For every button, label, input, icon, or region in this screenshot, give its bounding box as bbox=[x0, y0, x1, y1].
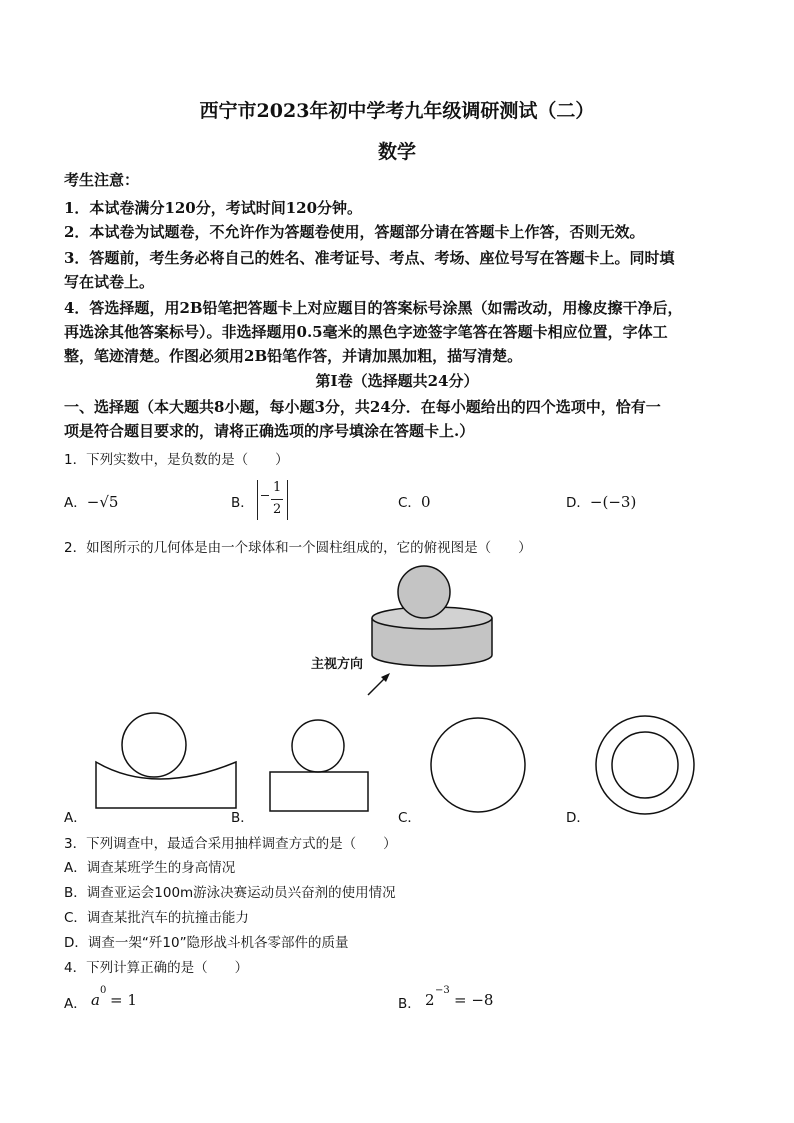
q4-option-b-base: 2 bbox=[425, 991, 435, 1009]
q2-option-c-figure bbox=[425, 710, 535, 820]
solid-figure bbox=[300, 560, 500, 705]
q1-fraction-bar bbox=[271, 499, 283, 500]
q3-option-c: C．调查某批汽车的抗撞击能力 bbox=[64, 910, 249, 926]
notice-item-4-line-3: 整，笔迹清楚。作图必须用2B铅笔作答，并请加黑加粗，描写清楚。 bbox=[64, 347, 523, 365]
section-1-instructions-line-1: 一、选择题（本大题共8小题，每小题3分，共24分．在每小题给出的四个选项中，恰有一 bbox=[64, 398, 661, 416]
question-4-stem: 4．下列计算正确的是（ ） bbox=[64, 960, 249, 976]
q2-option-d-label: D． bbox=[566, 810, 590, 826]
question-1-stem: 1．下列实数中，是负数的是（ ） bbox=[64, 452, 289, 468]
notice-item-1: 1．本试卷满分120分，考试时间120分钟。 bbox=[64, 199, 363, 217]
q1-option-b-label: B． bbox=[231, 495, 254, 511]
q2-option-a-figure bbox=[88, 710, 243, 815]
notice-item-2: 2．本试卷为试题卷，不允许作为答题卷使用，答题部分请在答题卡上作答，否则无效。 bbox=[64, 223, 645, 241]
option-a-curved-base bbox=[96, 762, 236, 808]
q2-option-d-figure bbox=[590, 710, 700, 820]
notice-item-3-line-2: 写在试卷上。 bbox=[64, 273, 155, 291]
q2-option-b-label: B． bbox=[231, 810, 254, 826]
option-d-outer-circle bbox=[596, 716, 694, 814]
view-direction-arrow-shaft bbox=[368, 677, 386, 695]
option-b-rectangle bbox=[270, 772, 368, 811]
q1-option-c bbox=[398, 491, 430, 511]
q1-option-c-value: 0 bbox=[420, 493, 431, 511]
option-c-circle bbox=[431, 718, 525, 812]
section-1-instructions-line-2: 项是符合题目要求的，请将正确选项的序号填涂在答题卡上.） bbox=[64, 422, 475, 440]
notice-item-4-line-1: 4．答选择题，用2B铅笔把答题卡上对应题目的答案标号涂黑（如需改动，用橡皮擦干净后， bbox=[64, 299, 683, 317]
notice-item-4-line-2: 再选涂其他答案标号）。非选择题用0.5毫米的黑色字迹签字笔答在答题卡相应位置，字体工 bbox=[64, 323, 668, 341]
q1-option-d bbox=[566, 491, 636, 511]
option-b-circle bbox=[292, 720, 344, 772]
q1-fraction-numerator: 1 bbox=[273, 480, 282, 495]
q1-fraction-denominator: 2 bbox=[273, 502, 282, 517]
question-2-stem: 2．如图所示的几何体是由一个球体和一个圆柱组成的，它的俯视图是（ ） bbox=[64, 540, 532, 556]
q3-option-a: A．调查某班学生的身高情况 bbox=[64, 860, 236, 876]
q4-option-a-label: A． bbox=[64, 996, 87, 1012]
q1-option-a-label: A． bbox=[64, 495, 87, 511]
question-3-stem: 3．下列调查中，最适合采用抽样调查方式的是（ ） bbox=[64, 836, 397, 852]
q4-option-b-exponent: −3 bbox=[435, 985, 450, 996]
exam-subject: 数学 bbox=[377, 141, 416, 163]
q4-option-a-rhs: = 1 bbox=[110, 991, 137, 1009]
q1-abs-bar-left bbox=[257, 480, 258, 520]
exam-title: 西宁市2023年初中学考九年级调研测试（二） bbox=[199, 100, 595, 122]
notice-heading: 考生注意： bbox=[64, 171, 140, 189]
q3-option-b: B．调查亚运会100m游泳决赛运动员兴奋剂的使用情况 bbox=[64, 885, 396, 901]
q1-minus-sign bbox=[261, 495, 269, 496]
q4-option-a-exponent: 0 bbox=[100, 985, 107, 996]
option-a-sphere bbox=[122, 713, 186, 777]
q2-option-b-figure bbox=[262, 715, 372, 815]
view-direction-label: 主视方向 bbox=[311, 657, 364, 672]
q1-option-a-value: −√5 bbox=[86, 493, 119, 511]
sphere bbox=[398, 566, 450, 618]
q1-abs-bar-right bbox=[287, 480, 288, 520]
q4-option-b-label: B． bbox=[398, 996, 421, 1012]
option-d-inner-circle bbox=[612, 732, 678, 798]
q2-option-c-label: C． bbox=[398, 810, 421, 826]
q4-option-a-base: a bbox=[91, 991, 100, 1009]
q2-option-a-label: A． bbox=[64, 810, 87, 826]
q1-option-d-label: D． bbox=[566, 495, 590, 511]
q1-option-c-label: C． bbox=[398, 495, 421, 511]
part-1-title: 第Ⅰ卷（选择题共24分） bbox=[315, 372, 479, 390]
q4-option-b-rhs: = −8 bbox=[454, 991, 494, 1009]
q1-option-a bbox=[64, 491, 118, 511]
notice-item-3-line-1: 3．答题前，考生务必将自己的姓名、准考证号、考点、考场、座位号写在答题卡上。同时填 bbox=[64, 249, 675, 267]
q3-option-d: D．调查一架“歼10”隐形战斗机各零部件的质量 bbox=[64, 935, 349, 951]
q1-option-d-value: −(−3) bbox=[589, 493, 637, 511]
